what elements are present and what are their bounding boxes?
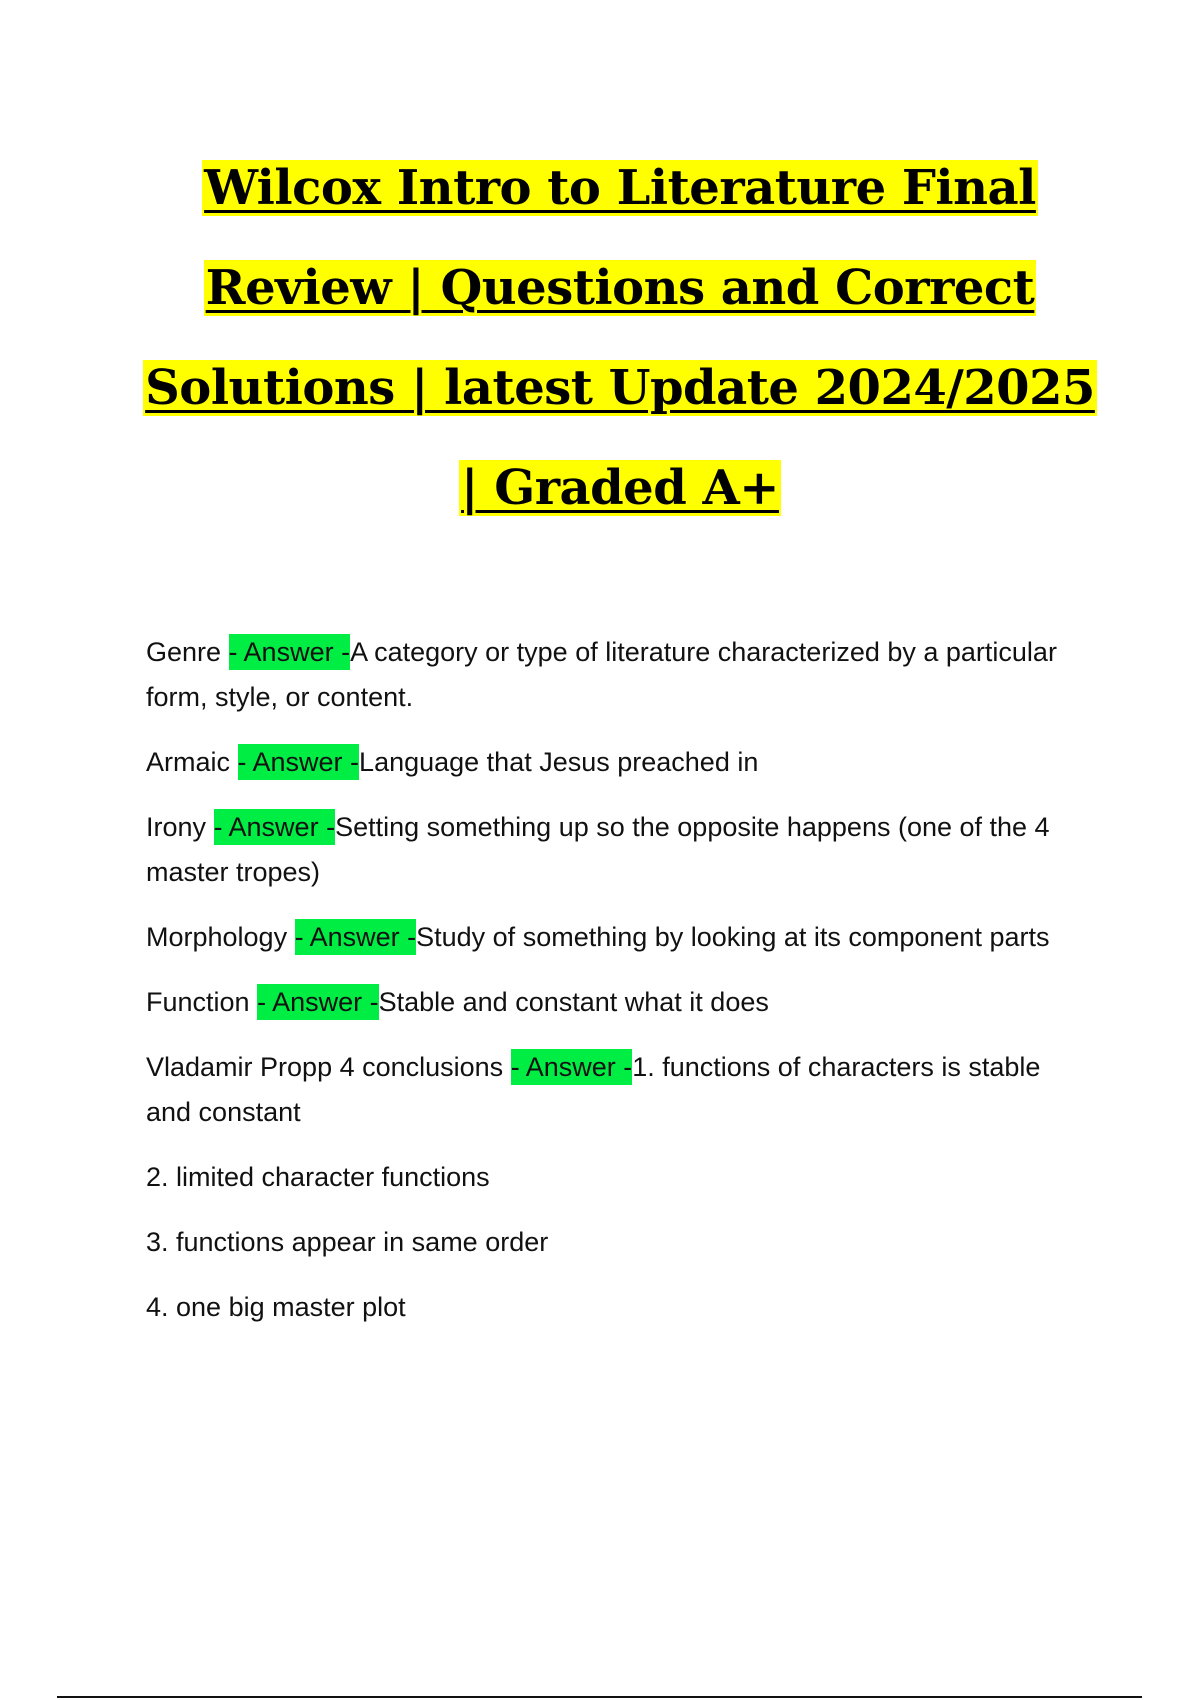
term: Armaic <box>146 747 238 777</box>
qa-entry <box>146 630 1086 720</box>
definition: A category or type of literature characterized by a particular form, style, or content. <box>146 637 1057 712</box>
document-title <box>100 138 1140 538</box>
title-line-text: Wilcox Intro to Literature Final <box>204 160 1036 216</box>
title-line <box>100 438 1140 538</box>
title-line <box>100 338 1140 438</box>
term: Irony <box>146 812 214 842</box>
qa-entry <box>146 915 1086 960</box>
term: Function <box>146 987 258 1017</box>
conclusion-item: 3. functions appear in same order <box>146 1227 549 1257</box>
term: Genre <box>146 637 229 667</box>
answer-highlight: - Answer - <box>229 634 351 670</box>
definition: Stable and constant what it does <box>378 987 769 1017</box>
term: Vladamir Propp 4 conclusions <box>146 1052 511 1082</box>
title-line-text: Review | Questions and Correct <box>205 260 1035 316</box>
title-line <box>100 238 1140 338</box>
conclusion-item: 4. one big master plot <box>146 1292 406 1322</box>
definition: Setting something up so the opposite happens (one of the 4 master tropes) <box>146 812 1050 887</box>
answer-highlight: - Answer - <box>295 919 417 955</box>
answer-highlight: - Answer - <box>511 1049 633 1085</box>
title-line-text: | Graded A+ <box>461 460 779 516</box>
answer-highlight: - Answer - <box>238 744 360 780</box>
definition: Language that Jesus preached in <box>359 747 759 777</box>
definition: Study of something by looking at its component parts <box>416 922 1050 952</box>
answer-highlight: - Answer - <box>257 984 379 1020</box>
qa-entry <box>146 1045 1086 1135</box>
definition: 1. functions of characters is stable and constant <box>146 1052 1041 1127</box>
qa-entry <box>146 805 1086 895</box>
title-line <box>100 138 1140 238</box>
title-line-text: Solutions | latest Update 2024/2025 <box>145 360 1095 416</box>
qa-entry <box>146 740 1086 785</box>
term: Morphology <box>146 922 295 952</box>
page-bottom-rule <box>57 1696 1142 1698</box>
qa-list <box>146 630 1086 1350</box>
conclusion-item: 2. limited character functions <box>146 1162 490 1192</box>
qa-entry <box>146 980 1086 1025</box>
answer-highlight: - Answer - <box>214 809 336 845</box>
